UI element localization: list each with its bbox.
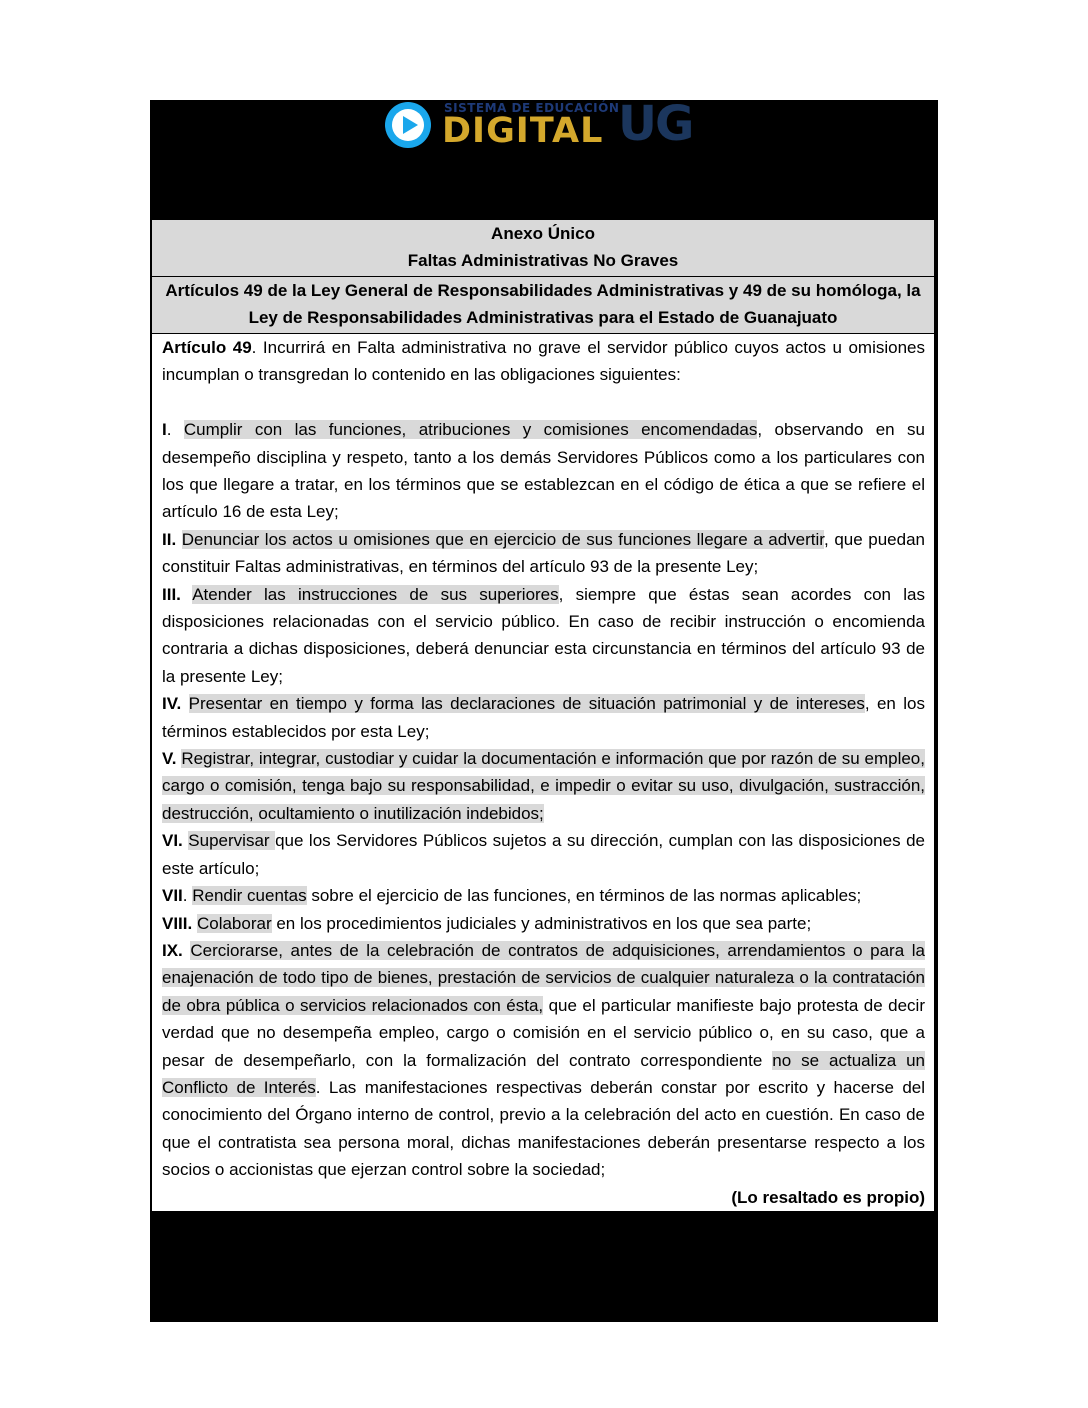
highlighted-text: no se actualiza un Conflicto de Interés: [162, 1050, 926, 1097]
list-item: VI. Supervisar que los Servidores Públicos sujetos a su dirección, cumplan con las disposiciones de este artículo;: [162, 831, 925, 878]
logo-digital-text: DIGITAL: [442, 111, 604, 151]
annex-title-line2: Faltas Administrativas No Graves: [407, 251, 679, 270]
highlighted-text: Cumplir con las funciones, atribuciones y comisiones encomendadas: [183, 420, 758, 440]
annex-subtitle: Artículos 49 de la Ley General de Responsabilidades Administrativas y 49 de su homóloga, la Ley de Responsabilidades Administrativas para el Estado de Guanajuato: [152, 277, 934, 334]
highlighted-text: Presentar en tiempo y forma las declaraciones de situación patrimonial y de intereses: [188, 694, 865, 714]
annex-title-line1: Anexo Único: [491, 224, 595, 243]
logo-ug-text: UG: [618, 96, 693, 152]
list-item: VII. Rendir cuentas sobre el ejercicio de las funciones, en términos de las normas aplicables;: [162, 886, 862, 906]
annex-table: [151, 219, 935, 1212]
list-item: IV. Presentar en tiempo y forma las declaraciones de situación patrimonial y de intereses, en los términos establecidos por esta Ley;: [162, 694, 925, 741]
list-item: I. Cumplir con las funciones, atribuciones y comisiones encomendadas, observando en su desempeño disciplina y respeto, tanto a los demás Servidores Públicos como a los particulares con los que llegare a tratar, en los términos que se establezcan en el código de ética a que se refiere el artículo 16 de esta Ley;: [162, 420, 926, 522]
highlighted-text: Rendir cuentas: [192, 886, 307, 906]
play-icon: [384, 101, 432, 149]
article-intro: [162, 334, 925, 389]
list-item: III. Atender las instrucciones de sus superiores, siempre que éstas sean acordes con las disposiciones relacionadas con el servicio público. En caso de recibir instrucción o encomienda contraria a dichas disposiciones, deberá denunciar esta circunstancia en términos del artículo 93 de la presente Ley;: [162, 584, 925, 686]
list-item: V. Registrar, integrar, custodiar y cuidar la documentación e información que por razón de su empleo, cargo o comisión, tenga bajo su responsabilidad, e impedir o evitar su uso, divulgación, sustracción, destrucción, ocultamiento o inutilización indebidos;: [162, 749, 925, 823]
highlighted-text: Colaborar: [196, 913, 272, 933]
logo-small-text: SISTEMA DE EDUCACIÓN: [444, 101, 620, 115]
article-body: [152, 334, 934, 1211]
highlighted-text: Atender las instrucciones de sus superiores: [192, 584, 559, 604]
list-item: VIII. Colaborar en los procedimientos judiciales y administrativos en los que sea parte;: [162, 913, 812, 933]
list-item: IX. Cerciorarse, antes de la celebración de contratos de adquisiciones, arrendamientos o para la enajenación de todo tipo de bienes, prestación de servicios de cualquier naturaleza o la contratación de obra pública o servicios relacionados con ésta, que el particular manifieste bajo protesta de decir verdad que no desempeña empleo, cargo o comisión en el servicio público o, en su caso, que a pesar de desempeñarlo, con la formalización del contrato correspondiente no se actualiza un Conflicto de Interés. Las manifestaciones respectivas deberán constar por escrito y hacerse del conocimiento del Órgano interno de control, previo a la celebración del acto en cuestión. En caso de que el contratista sea persona moral, dichas manifestaciones deberán presentarse respecto a los socios o accionistas que ejerzan control sobre la sociedad;: [162, 940, 926, 1180]
highlighted-text: Supervisar: [188, 831, 276, 851]
article-intro-text: . Incurrirá en Falta administrativa no grave el servidor público cuyos actos u omisiones incumplan o transgredan lo contenido en las obligaciones siguientes:: [162, 338, 926, 385]
list-item: II. Denunciar los actos u omisiones que en ejercicio de sus funciones llegare a advertir, que puedan constituir Faltas administrativas, en términos del artículo 93 de la presente Ley;: [162, 529, 925, 577]
article-label: Artículo 49: [162, 338, 252, 357]
footnote: (Lo resaltado es propio): [731, 1187, 925, 1207]
digital-ug-logo: [384, 96, 704, 152]
highlighted-text: Denunciar los actos u omisiones que en ejercicio de sus funciones llegare a advertir: [181, 529, 825, 549]
highlighted-text: Registrar, integrar, custodiar y cuidar la documentación e información que por razón de su empleo, cargo o comisión, tenga bajo su responsabilidad, e impedir o evitar su uso, divulgación, sustracción, destrucción, ocultamiento o inutilización indebidos;: [162, 749, 925, 823]
highlighted-text: Cerciorarse, antes de la celebración de contratos de adquisiciones, arrendamientos o para la enajenación de todo tipo de bienes, prestación de servicios de cualquier naturaleza o la contratación de obra pública o servicios relacionados con ésta,: [162, 940, 925, 1015]
annex-title: [152, 220, 934, 277]
